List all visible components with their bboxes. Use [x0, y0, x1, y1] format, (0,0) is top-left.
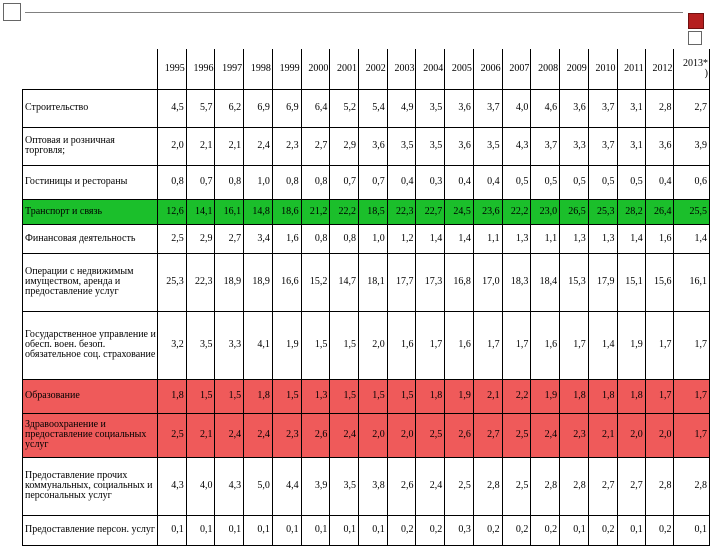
table-cell: 0,1 [158, 515, 187, 545]
table-cell: 2,1 [473, 379, 502, 413]
table-cell: 6,4 [301, 89, 330, 127]
row-label: Финансовая деятельность [23, 224, 158, 253]
table-cell: 1,7 [674, 379, 710, 413]
table-cell: 1,2 [387, 224, 416, 253]
table-cell: 2,4 [416, 457, 445, 515]
year-header: 2006 [473, 49, 502, 89]
table-cell: 1,9 [531, 379, 560, 413]
table-cell: 0,8 [272, 165, 301, 199]
table-cell: 3,6 [445, 127, 474, 165]
table-cell: 1,3 [301, 379, 330, 413]
year-header: 2003 [387, 49, 416, 89]
table-cell: 4,1 [244, 311, 273, 379]
table-cell: 2,3 [272, 413, 301, 457]
table-cell: 2,0 [617, 413, 645, 457]
table-cell: 1,9 [617, 311, 645, 379]
table-cell: 1,3 [560, 224, 589, 253]
table-cell: 17,7 [387, 253, 416, 311]
table-cell: 0,8 [330, 224, 359, 253]
table-cell: 1,1 [473, 224, 502, 253]
table-cell: 1,7 [674, 413, 710, 457]
year-header: 2008 [531, 49, 560, 89]
year-header: 2005 [445, 49, 474, 89]
table-cell: 2,0 [158, 127, 187, 165]
table-cell: 5,4 [359, 89, 388, 127]
table-cell: 1,0 [244, 165, 273, 199]
table-cell: 1,8 [617, 379, 645, 413]
table-cell: 0,8 [215, 165, 244, 199]
table-cell: 3,7 [531, 127, 560, 165]
table-cell: 3,6 [359, 127, 388, 165]
table-cell: 1,0 [359, 224, 388, 253]
table-row [23, 457, 710, 515]
row-label: Предоставление персон. услуг [23, 515, 158, 545]
table-cell: 1,4 [445, 224, 474, 253]
table-cell: 1,5 [272, 379, 301, 413]
table-cell: 3,5 [416, 89, 445, 127]
table-cell: 1,8 [244, 379, 273, 413]
table-cell: 3,7 [588, 89, 617, 127]
table-cell: 2,1 [186, 127, 215, 165]
table-cell: 2,4 [244, 127, 273, 165]
table-cell: 2,6 [387, 457, 416, 515]
table-cell: 4,6 [531, 89, 560, 127]
table-cell: 2,1 [215, 127, 244, 165]
table-cell: 1,6 [445, 311, 474, 379]
table-cell: 1,8 [560, 379, 589, 413]
table-cell: 1,5 [215, 379, 244, 413]
table-cell: 25,3 [588, 199, 617, 224]
header-corner [23, 49, 158, 89]
row-label: Предоставление прочих коммунальных, социальных и персональных услуг [23, 457, 158, 515]
table-cell: 18,6 [272, 199, 301, 224]
table-cell: 22,3 [387, 199, 416, 224]
table-cell: 28,2 [617, 199, 645, 224]
table-cell: 0,1 [186, 515, 215, 545]
year-header: 2001 [330, 49, 359, 89]
table-cell: 0,1 [244, 515, 273, 545]
table-cell: 1,7 [416, 311, 445, 379]
table-cell: 16,1 [215, 199, 244, 224]
table-cell: 0,1 [359, 515, 388, 545]
year-header: 1998 [244, 49, 273, 89]
table-row [23, 379, 710, 413]
table-cell: 2,5 [502, 413, 531, 457]
table-cell: 2,5 [445, 457, 474, 515]
table-cell: 4,3 [502, 127, 531, 165]
table-cell: 0,1 [301, 515, 330, 545]
table-cell: 2,7 [617, 457, 645, 515]
table-cell: 0,2 [645, 515, 674, 545]
table-cell: 16,1 [674, 253, 710, 311]
row-label: Строительство [23, 89, 158, 127]
table-cell: 2,3 [272, 127, 301, 165]
table-cell: 1,4 [674, 224, 710, 253]
table-cell: 2,0 [359, 311, 388, 379]
table-cell: 0,2 [588, 515, 617, 545]
table-cell: 18,4 [531, 253, 560, 311]
table-cell: 3,5 [387, 127, 416, 165]
table-cell: 1,7 [502, 311, 531, 379]
table-cell: 1,7 [645, 311, 674, 379]
table-cell: 22,7 [416, 199, 445, 224]
table-cell: 2,9 [330, 127, 359, 165]
table-cell: 22,2 [502, 199, 531, 224]
table-cell: 1,8 [588, 379, 617, 413]
table-cell: 0,6 [674, 165, 710, 199]
year-header: 1997 [215, 49, 244, 89]
table-cell: 0,2 [473, 515, 502, 545]
table-cell: 2,8 [674, 457, 710, 515]
table-cell: 14,7 [330, 253, 359, 311]
table-cell: 3,4 [244, 224, 273, 253]
table-cell: 18,1 [359, 253, 388, 311]
table-cell: 1,4 [617, 224, 645, 253]
year-header: 2000 [301, 49, 330, 89]
table-cell: 4,5 [158, 89, 187, 127]
table-cell: 4,3 [158, 457, 187, 515]
table-cell: 6,9 [244, 89, 273, 127]
table-cell: 0,5 [588, 165, 617, 199]
table-cell: 2,7 [301, 127, 330, 165]
table-cell: 2,8 [560, 457, 589, 515]
table-cell: 15,6 [645, 253, 674, 311]
table-cell: 1,9 [445, 379, 474, 413]
table-row [23, 253, 710, 311]
table-cell: 2,9 [186, 224, 215, 253]
year-header: 1996 [186, 49, 215, 89]
table-cell: 6,9 [272, 89, 301, 127]
table-cell: 2,4 [244, 413, 273, 457]
table-cell: 3,5 [186, 311, 215, 379]
table-cell: 1,7 [645, 379, 674, 413]
table-cell: 1,7 [560, 311, 589, 379]
table-cell: 1,9 [272, 311, 301, 379]
table-cell: 1,3 [588, 224, 617, 253]
table-cell: 22,2 [330, 199, 359, 224]
header-divider [25, 12, 683, 13]
table-cell: 18,9 [244, 253, 273, 311]
table-cell: 1,5 [387, 379, 416, 413]
table-cell: 1,5 [330, 311, 359, 379]
year-header: 2012 [645, 49, 674, 89]
table-row [23, 515, 710, 545]
table-cell: 2,7 [473, 413, 502, 457]
table-cell: 26,5 [560, 199, 589, 224]
table-cell: 1,8 [416, 379, 445, 413]
table-cell: 1,6 [272, 224, 301, 253]
table-cell: 0,1 [617, 515, 645, 545]
table-cell: 0,1 [215, 515, 244, 545]
table-cell: 0,4 [645, 165, 674, 199]
table-cell: 3,1 [617, 127, 645, 165]
table-cell: 0,7 [359, 165, 388, 199]
table-cell: 0,3 [416, 165, 445, 199]
table-cell: 2,7 [588, 457, 617, 515]
table-cell: 21,2 [301, 199, 330, 224]
table-cell: 0,5 [560, 165, 589, 199]
table-cell: 1,6 [531, 311, 560, 379]
table-cell: 0,5 [617, 165, 645, 199]
table-cell: 2,8 [473, 457, 502, 515]
table-cell: 1,5 [186, 379, 215, 413]
table-cell: 2,7 [674, 89, 710, 127]
table-cell: 2,8 [531, 457, 560, 515]
year-header: 1995 [158, 49, 187, 89]
table-cell: 0,4 [445, 165, 474, 199]
table-row [23, 89, 710, 127]
table-cell: 2,4 [215, 413, 244, 457]
table-cell: 0,8 [301, 224, 330, 253]
table-cell: 3,5 [330, 457, 359, 515]
table-cell: 24,5 [445, 199, 474, 224]
table-cell: 6,2 [215, 89, 244, 127]
table-cell: 2,8 [645, 89, 674, 127]
table-cell: 16,8 [445, 253, 474, 311]
table-cell: 12,6 [158, 199, 187, 224]
table-cell: 18,5 [359, 199, 388, 224]
table-cell: 2,2 [502, 379, 531, 413]
year-header: 2004 [416, 49, 445, 89]
year-header: 2002 [359, 49, 388, 89]
slide-header [0, 0, 720, 38]
table-row [23, 413, 710, 457]
table-cell: 1,6 [645, 224, 674, 253]
table-cell: 17,9 [588, 253, 617, 311]
table-cell: 0,2 [531, 515, 560, 545]
table-cell: 5,7 [186, 89, 215, 127]
table-cell: 1,7 [674, 311, 710, 379]
year-header: 2007 [502, 49, 531, 89]
table-row [23, 127, 710, 165]
table-cell: 0,4 [473, 165, 502, 199]
red-square-icon [688, 13, 704, 29]
table-cell: 3,1 [617, 89, 645, 127]
table-cell: 3,2 [158, 311, 187, 379]
table-cell: 18,9 [215, 253, 244, 311]
table-cell: 0,3 [445, 515, 474, 545]
table-cell: 1,3 [502, 224, 531, 253]
year-header: 2011 [617, 49, 645, 89]
table-cell: 2,5 [158, 413, 187, 457]
table-cell: 0,1 [330, 515, 359, 545]
table-cell: 2,5 [158, 224, 187, 253]
table-cell: 15,2 [301, 253, 330, 311]
table-cell: 2,1 [186, 413, 215, 457]
table-cell: 2,4 [531, 413, 560, 457]
table-cell: 0,2 [502, 515, 531, 545]
table-cell: 4,0 [186, 457, 215, 515]
row-label: Оптовая и розничная торговля; [23, 127, 158, 165]
table-cell: 1,1 [531, 224, 560, 253]
table-row [23, 199, 710, 224]
table-cell: 2,8 [645, 457, 674, 515]
table-cell: 3,8 [359, 457, 388, 515]
data-table [22, 49, 710, 546]
table-cell: 4,0 [502, 89, 531, 127]
table-cell: 5,0 [244, 457, 273, 515]
table-cell: 26,4 [645, 199, 674, 224]
table-cell: 1,4 [416, 224, 445, 253]
table-cell: 2,4 [330, 413, 359, 457]
table-cell: 0,7 [330, 165, 359, 199]
table-cell: 2,7 [215, 224, 244, 253]
table-cell: 0,2 [416, 515, 445, 545]
table-cell: 3,9 [301, 457, 330, 515]
table-cell: 3,6 [645, 127, 674, 165]
table-cell: 3,7 [473, 89, 502, 127]
table-cell: 1,5 [330, 379, 359, 413]
table-cell: 0,8 [158, 165, 187, 199]
table-row [23, 311, 710, 379]
table-cell: 4,9 [387, 89, 416, 127]
table-cell: 1,8 [158, 379, 187, 413]
table-cell: 16,6 [272, 253, 301, 311]
table-cell: 15,3 [560, 253, 589, 311]
table-cell: 15,1 [617, 253, 645, 311]
table-cell: 1,6 [387, 311, 416, 379]
table-cell: 0,8 [301, 165, 330, 199]
table-cell: 4,4 [272, 457, 301, 515]
year-header: 1999 [272, 49, 301, 89]
table-cell: 0,1 [272, 515, 301, 545]
row-label: Транспорт и связь [23, 199, 158, 224]
table-cell: 1,4 [588, 311, 617, 379]
table-cell: 2,0 [387, 413, 416, 457]
table-cell: 4,3 [215, 457, 244, 515]
table-cell: 1,7 [473, 311, 502, 379]
table-cell: 17,0 [473, 253, 502, 311]
row-label: Здравоохранение и предоставление социальных услуг [23, 413, 158, 457]
year-header: 2010 [588, 49, 617, 89]
table-cell: 25,5 [674, 199, 710, 224]
table-cell: 0,5 [502, 165, 531, 199]
table-row [23, 165, 710, 199]
table-cell: 3,7 [588, 127, 617, 165]
row-label: Операции с недвижимым имуществом, аренда и предоставление услуг [23, 253, 158, 311]
table-cell: 3,3 [215, 311, 244, 379]
table-row [23, 224, 710, 253]
table-cell: 0,4 [387, 165, 416, 199]
table-cell: 0,5 [531, 165, 560, 199]
table-cell: 2,6 [301, 413, 330, 457]
table-cell: 2,5 [416, 413, 445, 457]
table-cell: 2,6 [445, 413, 474, 457]
table-cell: 0,1 [560, 515, 589, 545]
table-cell: 18,3 [502, 253, 531, 311]
table-cell: 3,9 [674, 127, 710, 165]
year-header: 2013* ) [674, 49, 710, 89]
table-cell: 2,5 [502, 457, 531, 515]
table-cell: 14,1 [186, 199, 215, 224]
table-cell: 2,0 [645, 413, 674, 457]
table-cell: 1,5 [359, 379, 388, 413]
header-row [23, 49, 710, 89]
table-cell: 17,3 [416, 253, 445, 311]
corner-square-icon [3, 3, 21, 21]
table-cell: 14,8 [244, 199, 273, 224]
table-cell: 1,5 [301, 311, 330, 379]
row-label: Гостиницы и рестораны [23, 165, 158, 199]
table-cell: 22,3 [186, 253, 215, 311]
table-cell: 0,7 [186, 165, 215, 199]
table-cell: 0,1 [674, 515, 710, 545]
table-cell: 3,6 [445, 89, 474, 127]
table-cell: 0,2 [387, 515, 416, 545]
table-cell: 3,6 [560, 89, 589, 127]
table-cell: 2,3 [560, 413, 589, 457]
table-cell: 2,1 [588, 413, 617, 457]
table-cell: 3,5 [473, 127, 502, 165]
year-header: 2009 [560, 49, 589, 89]
table-cell: 25,3 [158, 253, 187, 311]
table-cell: 3,5 [416, 127, 445, 165]
white-square-icon [688, 31, 702, 45]
row-label: Государственное управление и обесп. воен. безоп. обязательное соц. страхование [23, 311, 158, 379]
table-cell: 3,3 [560, 127, 589, 165]
table-cell: 23,6 [473, 199, 502, 224]
table-cell: 2,0 [359, 413, 388, 457]
table-cell: 5,2 [330, 89, 359, 127]
row-label: Образование [23, 379, 158, 413]
table-cell: 23,0 [531, 199, 560, 224]
